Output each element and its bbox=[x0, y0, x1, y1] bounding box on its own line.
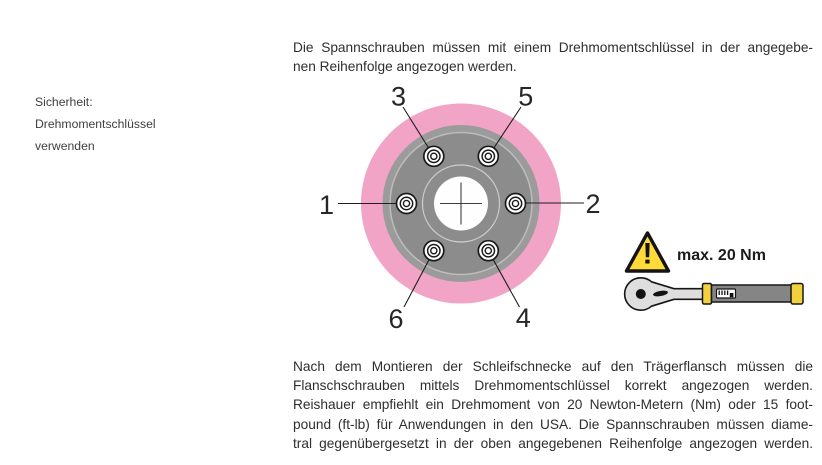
text-line: Sicherheit: bbox=[35, 95, 93, 109]
screw-4 bbox=[478, 241, 498, 261]
warning-triangle-icon bbox=[623, 228, 675, 278]
torque-wrench-illustration bbox=[622, 276, 814, 314]
text-line: Drehmomentschlüssel bbox=[35, 116, 156, 131]
screw-label-4: 4 bbox=[515, 303, 531, 332]
text-line: nen Reihenfolge angezogen werden. bbox=[293, 59, 517, 75]
screw-label-3: 3 bbox=[390, 81, 407, 112]
text-line: pound (ft-lb) für Anwendungen in den USA. Die Spannschrauben müssen diame- bbox=[293, 416, 813, 432]
screw-1 bbox=[397, 194, 417, 214]
screw-label-6: 6 bbox=[388, 304, 404, 332]
max-torque-label: max. 20 Nm bbox=[677, 247, 766, 264]
wrench-end-cap bbox=[791, 284, 803, 305]
scale-indicator bbox=[730, 293, 734, 297]
sidebar-safety-note bbox=[35, 92, 225, 157]
screw-label-1: 1 bbox=[318, 190, 335, 220]
text-line: Die Spannschrauben müssen mit einem Drehmomentschlüssel in der angegebe- bbox=[293, 40, 813, 55]
screw-6 bbox=[424, 241, 444, 261]
screw-3 bbox=[424, 146, 444, 166]
wrench-collar bbox=[703, 284, 712, 305]
text-line: verwenden bbox=[35, 138, 95, 153]
body-paragraph bbox=[293, 357, 813, 453]
clamping-screw-diagram bbox=[312, 80, 602, 332]
screw-5 bbox=[478, 146, 498, 166]
exclamation-mark: ! bbox=[642, 237, 653, 271]
text-line: Reishauer empfiehlt ein Drehmoment von 20 Newton-Metern (Nm) oder 15 foot- bbox=[293, 397, 813, 413]
square-drive-dot bbox=[636, 289, 646, 299]
screw-label-2: 2 bbox=[585, 189, 601, 219]
text-line: tral gegenübergesetzt in der oben angegebenen Reihenfolge angezogen werden. bbox=[293, 435, 813, 451]
intro-paragraph bbox=[293, 38, 813, 76]
screw-2 bbox=[506, 194, 526, 214]
text-line: Flanschschrauben mittels Drehmomentschlüssel korrekt angezogen werden. bbox=[293, 378, 813, 394]
screw-label-5: 5 bbox=[518, 81, 534, 112]
text-line: Nach dem Montieren der Schleifschnecke auf den Trägerflansch müssen die bbox=[293, 359, 813, 374]
